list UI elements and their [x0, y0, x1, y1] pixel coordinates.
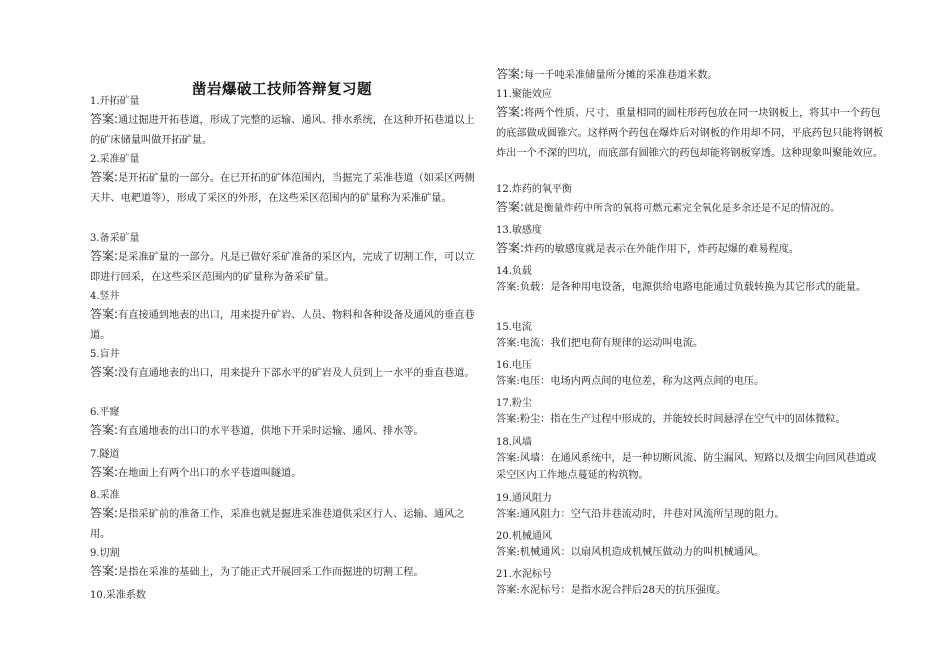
answer-label: 答案: — [90, 170, 119, 184]
answer-15 — [496, 335, 886, 352]
qa-item-21 — [496, 568, 886, 599]
answer-10 — [496, 64, 886, 86]
answer-label: 答案: — [496, 200, 525, 214]
answer-label: 答案: — [496, 338, 520, 349]
qa-item-6 — [90, 406, 475, 442]
qa-item-15 — [496, 321, 886, 352]
answer-label: 答案: — [496, 585, 520, 596]
answer-4 — [90, 304, 475, 346]
answer-16 — [496, 373, 886, 390]
answer-text: 是采准矿量的一部分。凡是已做好采矿准备的采区内，完成了切割工作，可以立即进行回采，在这些采区范围内的矿量称为备采矿量。 — [90, 252, 475, 283]
answer-text: 粉尘：指在生产过程中形成的，并能较长时间悬浮在空气中的固体微粒。 — [519, 414, 846, 425]
answer-12 — [496, 197, 886, 219]
question-19: 19.通风阻力 — [496, 493, 552, 504]
answer-text: 每一千吨采准储量所分摊的采准巷道米数。 — [524, 70, 718, 81]
answer-text: 电压：电场内两点间的电位差，称为这两点间的电压。 — [519, 376, 765, 387]
answer-5 — [90, 362, 475, 384]
answer-text: 风墙：在通风系统中，是一种切断风流、防尘漏风、短路以及烟尘向回风巷道或采空区内工作地点蔓延的构筑物。 — [496, 453, 877, 481]
qa-item-12 — [496, 183, 886, 219]
answer-text: 水泥标号：是指水泥合拌后28天的抗压强度。 — [519, 585, 727, 596]
question-7: 7.隧道 — [90, 449, 120, 460]
answer-21 — [496, 582, 886, 599]
question-17: 17.粉尘 — [496, 398, 532, 409]
qa-item-3 — [90, 232, 475, 288]
qa-item-13 — [496, 224, 886, 260]
question-14: 14.负载 — [496, 266, 532, 277]
question-9: 9.切割 — [90, 548, 120, 559]
answer-label: 答案: — [496, 509, 520, 520]
answer-text: 通过掘进开拓巷道，形成了完整的运输、通风、排水系统，在这种开拓巷道以上的矿床储量叫做开拓矿量。 — [90, 115, 475, 146]
question-1: 1.开拓矿量 — [90, 96, 140, 107]
answer-11 — [496, 102, 886, 164]
answer-18 — [496, 450, 886, 484]
answer-label: 答案: — [496, 282, 520, 293]
answer-text: 有直通地表的出口的水平巷道，供地下开采时运输、通风、排水等。 — [118, 426, 424, 437]
answer-label: 答案: — [90, 506, 119, 520]
question-15: 15.电流 — [496, 322, 532, 333]
question-11: 11.聚能效应 — [496, 89, 552, 100]
answer-17 — [496, 411, 886, 428]
qa-item-5 — [90, 348, 475, 384]
qa-item-16 — [496, 359, 886, 390]
qa-item-14 — [496, 265, 886, 296]
answer-label: 答案: — [90, 564, 119, 578]
answer-text: 没有直通地表的出口，用来提升下部水平的矿岩及人员到上一水平的垂直巷道。 — [118, 368, 475, 379]
question-5: 5.盲井 — [90, 349, 120, 360]
answer-text: 将两个性质、尺寸、重量相同的圆柱形药包放在同一块钢板上，将其中一个药包的底部做成圆锥穴。这样两个药包在爆炸后对钢板的作用却不同，平底药包只能将钢板炸出一个不深的凹坑，而底部有圆锥穴的药包却能将钢板穿透。这种现象叫聚能效应。 — [496, 108, 884, 159]
answer-label: 答案: — [496, 376, 520, 387]
answer-label: 答案: — [496, 241, 525, 255]
answer-label: 答案: — [496, 105, 525, 119]
answer-text: 是指采矿前的准备工作，采准也就是掘进采准巷道供采区行人、运输、通风之用。 — [90, 509, 465, 540]
qa-item-9 — [90, 547, 475, 583]
answer-label: 答案: — [90, 307, 119, 321]
qa-item-20 — [496, 530, 886, 561]
question-3: 3.备采矿量 — [90, 233, 140, 244]
answer-label: 答案: — [90, 423, 119, 437]
answer-text: 有直接通到地表的出口，用来提升矿岩、人员、物料和各种设备及通风的垂直巷道。 — [90, 310, 475, 341]
answer-7 — [90, 462, 475, 484]
answer-label: 答案: — [496, 547, 520, 558]
qa-item-7 — [90, 448, 475, 484]
question-6: 6.平窿 — [90, 407, 120, 418]
answer-8 — [90, 503, 475, 545]
answer-text: 电流：我们把电荷有规律的运动叫电流。 — [519, 338, 704, 349]
question-16: 16.电压 — [496, 360, 532, 371]
answer-text: 就是衡量炸药中所含的氧将可燃元素完全氧化是多余还是不足的情况的。 — [524, 203, 841, 214]
qa-item-1 — [90, 95, 475, 151]
answer-label: 答案: — [496, 67, 525, 81]
answer-14 — [496, 279, 886, 296]
answer-3 — [90, 246, 475, 288]
qa-item-4 — [90, 290, 475, 346]
answer-label: 答案: — [496, 414, 520, 425]
qa-item-10 — [90, 589, 475, 603]
answer-label: 答案: — [496, 453, 520, 464]
answer-1 — [90, 109, 475, 151]
answer-label: 答案: — [90, 249, 119, 263]
answer-13 — [496, 238, 886, 260]
question-20: 20.机械通风 — [496, 531, 552, 542]
answer-text: 是开拓矿量的一部分。在已开拓的矿体范围内，当掘完了采准巷道（如采区两侧天井、电耙道等），形成了采区的外形，在这些采区范围内的矿量称为采准矿量。 — [90, 173, 475, 204]
answer-text: 在地面上有两个出口的水平巷道叫隧道。 — [118, 468, 302, 479]
answer-text: 负载：是各种用电设备，电源供给电路电能通过负载转换为其它形式的能量。 — [519, 282, 867, 293]
answer-text: 通风阻力：空气沿井巷流动时，井巷对风流所呈现的阻力。 — [519, 509, 785, 520]
answer-label: 答案: — [90, 365, 119, 379]
answer-text: 是指在采准的基础上，为了能正式开展回采工作而掘进的切割工程。 — [118, 567, 424, 578]
answer-6 — [90, 420, 475, 442]
qa-item-18 — [496, 436, 886, 484]
answer-20 — [496, 544, 886, 561]
answer-text: 机械通风：以扇风机造成机械压做动力的叫机械通风。 — [519, 547, 765, 558]
qa-item-10-answer — [496, 64, 886, 86]
question-2: 2.采准矿量 — [90, 154, 140, 165]
qa-item-8 — [90, 489, 475, 545]
answer-label: 答案: — [90, 465, 119, 479]
question-18: 18.风墙 — [496, 437, 532, 448]
qa-item-2 — [90, 153, 475, 209]
question-4: 4.竖井 — [90, 291, 120, 302]
page-title: 凿岩爆破工技师答辩复习题 — [192, 82, 372, 98]
qa-item-19 — [496, 492, 886, 523]
answer-2 — [90, 167, 475, 209]
qa-item-17 — [496, 397, 886, 428]
question-12: 12.炸药的氧平衡 — [496, 184, 572, 195]
answer-9 — [90, 561, 475, 583]
answer-label: 答案: — [90, 112, 119, 126]
answer-text: 炸药的敏感度就是表示在外能作用下，炸药起爆的难易程度。 — [524, 244, 800, 255]
question-10: 10.采准系数 — [90, 590, 146, 601]
question-13: 13.敏感度 — [496, 225, 542, 236]
qa-item-11 — [496, 88, 886, 164]
question-8: 8.采准 — [90, 490, 120, 501]
question-21: 21.水泥标号 — [496, 569, 552, 580]
answer-19 — [496, 506, 886, 523]
